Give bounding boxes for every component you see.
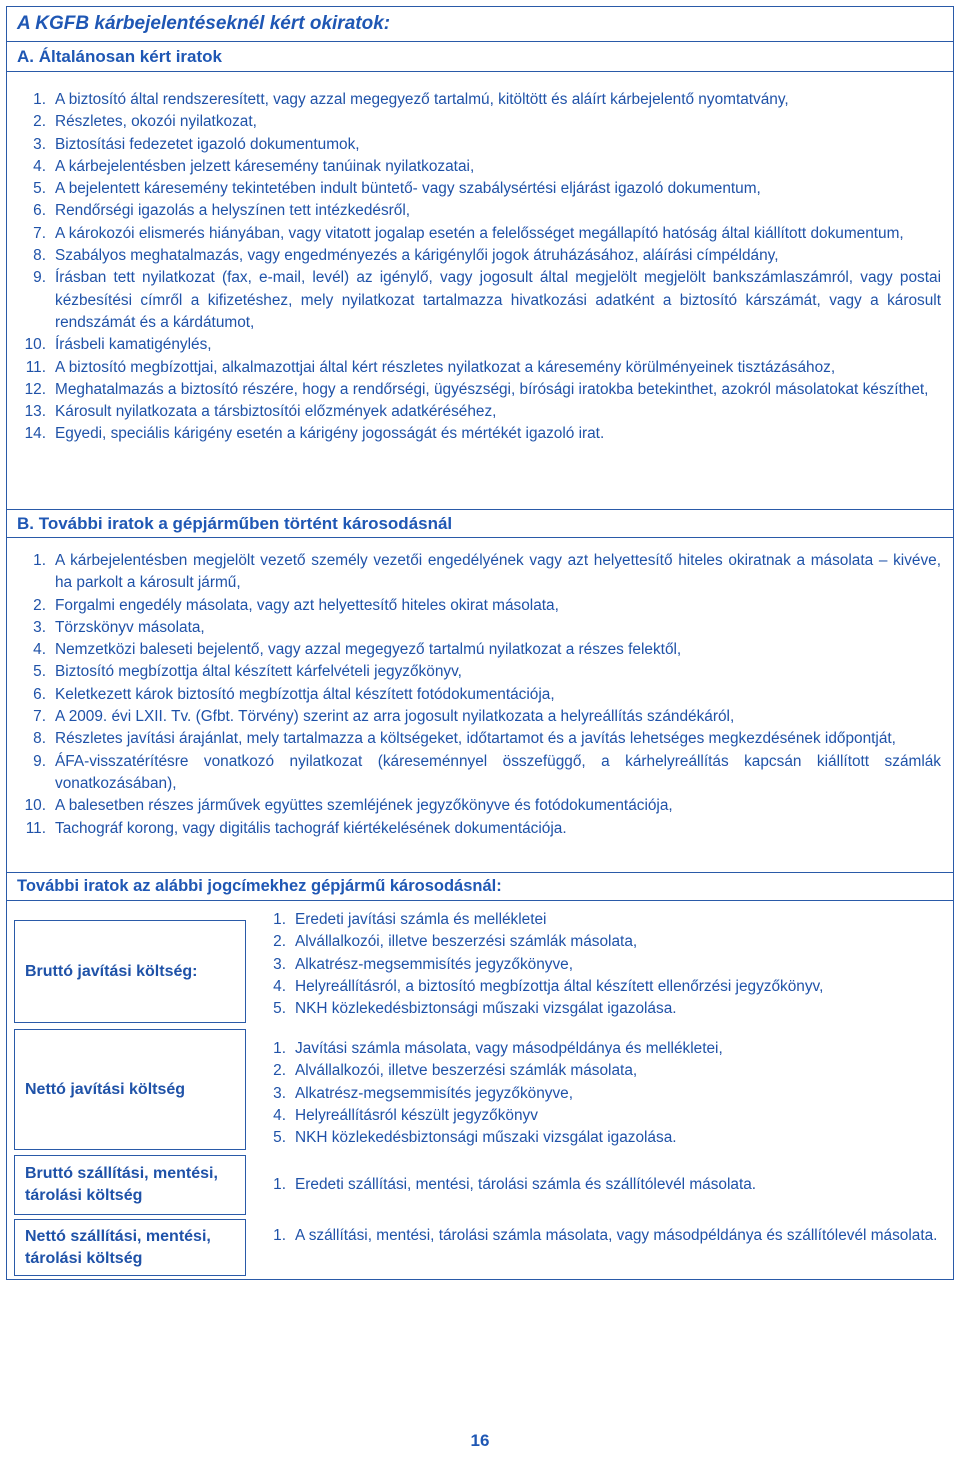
list-item xyxy=(19,178,941,200)
section-a-list xyxy=(19,89,941,446)
cost-row xyxy=(7,1219,953,1277)
list-item-text: Részletes javítási árajánlat, mely tartalmazza a költségeket, időtartamot és a javítás lehetséges megkezdésének időpontját, xyxy=(55,730,896,748)
list-item-number: 8. xyxy=(33,247,46,265)
list-item xyxy=(19,134,941,156)
list-item-text: NKH közlekedésbiztonsági műszaki vizsgálat igazolása. xyxy=(295,1129,677,1147)
list-item xyxy=(19,661,941,683)
section-a-heading xyxy=(6,41,954,72)
list-item-text: Írásbeli kamatigénylés, xyxy=(55,336,212,354)
list-item-number: 9. xyxy=(33,269,46,287)
list-item-number: 10. xyxy=(24,797,46,815)
list-item-number: 3. xyxy=(33,135,46,153)
list-item-text: A biztosító által rendszeresített, vagy azzal megegyező tartalmú, kitöltött és aláírt kárbejelentő nyomtatvány, xyxy=(55,91,789,108)
cost-row-label xyxy=(14,1155,246,1215)
document-title-text: A KGFB kárbejelentéseknél kért okiratok: xyxy=(17,13,391,34)
list-item-number: 7. xyxy=(33,224,46,242)
list-item-number: 5. xyxy=(273,1129,286,1147)
list-item xyxy=(19,156,941,178)
list-item-text: Törzskönyv másolata, xyxy=(55,618,205,636)
list-item xyxy=(259,954,945,976)
cost-row-label xyxy=(14,1219,246,1276)
list-item-text: Károsult nyilatkozata a társbiztosítói előzmények adatkéréséhez, xyxy=(55,403,497,421)
list-item-text: Biztosítási fedezetet igazoló dokumentumok, xyxy=(55,135,360,153)
list-item-number: 1. xyxy=(33,91,46,108)
list-item xyxy=(19,423,941,445)
list-item-text: Alvállalkozói, illetve beszerzési számlák másolata, xyxy=(295,933,638,951)
list-item xyxy=(19,223,941,245)
list-item xyxy=(259,1174,945,1196)
list-item xyxy=(259,1038,945,1060)
list-item-text: Írásban tett nyilatkozat (fax, e-mail, levél) az igénylő, vagy jogosult által megjelölt megjelölt bankszámlaszámról, vagy postai kézbesítési címről a kifizetéshez, mely nyilatkozat tartalmazza hivatkozási adatként a biztosító kárszámát, vagy a károsult rendszámát és a kárdátumot, xyxy=(55,269,941,331)
list-item xyxy=(259,998,945,1020)
section-c-heading xyxy=(6,872,954,901)
list-item xyxy=(19,245,941,267)
list-item xyxy=(19,111,941,133)
list-item-text: Alvállalkozói, illetve beszerzési számlák másolata, xyxy=(295,1062,638,1080)
cost-row xyxy=(7,1155,953,1215)
list-item-text: Meghatalmazás a biztosító részére, hogy a rendőrségi, ügyészségi, bírósági iratokba betekinthet, azokról másolatokat készíthet, xyxy=(55,380,929,398)
list-item xyxy=(259,1105,945,1127)
list-item-number: 1. xyxy=(273,911,286,928)
list-item-number: 1. xyxy=(33,552,46,569)
list-item xyxy=(259,1060,945,1082)
list-item-number: 10. xyxy=(24,336,46,354)
list-item xyxy=(19,357,941,379)
list-item-text: A károkozói elismerés hiányában, vagy vitatott jogalap esetén a felelősséget megállapító hatóság által kiállított dokumentum, xyxy=(55,224,904,242)
cost-row-list xyxy=(259,1038,945,1149)
list-item-number: 2. xyxy=(33,596,46,614)
list-item-text: ÁFA-visszatérítésre vonatkozó nyilatkozat (káreseménnyel összefüggő, a kárhelyreállítás kapcsán kiállított számlák vonatkozásában), xyxy=(55,752,941,792)
list-item xyxy=(19,751,941,796)
list-item-number: 6. xyxy=(33,685,46,703)
list-item xyxy=(19,639,941,661)
list-item-number: 4. xyxy=(273,977,286,995)
list-item-text: Alkatrész-megsemmisítés jegyzőkönyve, xyxy=(295,955,573,973)
list-item xyxy=(19,617,941,639)
list-item-text: A balesetben részes járművek együttes szemléjének jegyzőkönyve és fotódokumentációja, xyxy=(55,797,673,815)
list-item-text: A kárbejelentésben jelzett káresemény tanúinak nyilatkozatai, xyxy=(55,157,475,175)
list-item-text: Nemzetközi baleseti bejelentő, vagy azzal megegyező tartalmú nyilatkozat a részes felektől, xyxy=(55,641,682,659)
cost-row xyxy=(7,1027,953,1151)
list-item-text: Eredeti javítási számla és mellékletei xyxy=(295,911,547,928)
list-item-number: 2. xyxy=(273,933,286,951)
list-item xyxy=(19,818,941,840)
section-b-heading xyxy=(6,509,954,538)
list-item-number: 1. xyxy=(273,1040,286,1057)
list-item xyxy=(259,909,945,931)
list-item-number: 5. xyxy=(273,1000,286,1018)
list-item-number: 5. xyxy=(33,180,46,198)
page-number: 16 xyxy=(470,1431,490,1450)
list-item-text: Szabályos meghatalmazás, vagy engedményezés a kárigénylői jogok átruházásához, aláírási címpéldány, xyxy=(55,247,779,265)
cost-row-label-text: Bruttó javítási költség: xyxy=(25,962,198,980)
list-item xyxy=(259,1083,945,1105)
list-item xyxy=(19,267,941,334)
list-item-number: 8. xyxy=(33,730,46,748)
list-item-text: Forgalmi engedély másolata, vagy azt helyettesítő hiteles okirat másolata, xyxy=(55,596,559,614)
list-item-text: A biztosító megbízottjai, alkalmazottjai által kért részletes nyilatkozat a káresemény körülményeinek tisztázásához, xyxy=(55,358,836,376)
list-item-text: Egyedi, speciális kárigény esetén a kárigény jogosságát és mértékét igazoló irat. xyxy=(55,425,605,443)
list-item xyxy=(19,334,941,356)
list-item xyxy=(19,595,941,617)
list-item-text: Rendőrségi igazolás a helyszínen tett intézkedésről, xyxy=(55,202,411,220)
list-item-number: 2. xyxy=(273,1062,286,1080)
list-item-number: 3. xyxy=(273,955,286,973)
list-item-number: 1. xyxy=(273,1227,286,1244)
list-item xyxy=(259,1127,945,1149)
list-item-number: 4. xyxy=(33,157,46,175)
list-item xyxy=(259,976,945,998)
list-item xyxy=(259,1225,945,1247)
list-item-text: A szállítási, mentési, tárolási számla másolata, vagy másodpéldánya és szállítólevél másolata. xyxy=(295,1227,938,1244)
list-item-number: 5. xyxy=(33,663,46,681)
cost-row-label-text: Nettó szállítási, mentési, tárolási költség xyxy=(25,1227,211,1267)
list-item xyxy=(19,706,941,728)
list-item-text: Helyreállításról készült jegyzőkönyv xyxy=(295,1106,538,1124)
list-item-text: A bejelentett káresemény tekintetében indult büntető- vagy szabálysértési eljárást igazoló dokumentum, xyxy=(55,180,761,198)
list-item-text: Eredeti szállítási, mentési, tárolási számla és szállítólevél másolata. xyxy=(295,1176,757,1193)
list-item xyxy=(259,931,945,953)
list-item xyxy=(19,89,941,111)
document-title xyxy=(6,6,954,42)
cost-row-label-text: Bruttó szállítási, mentési, tárolási költség xyxy=(25,1165,218,1204)
list-item xyxy=(19,379,941,401)
list-item-text: Keletkezett károk biztosító megbízottja által készített fotódokumentációja, xyxy=(55,685,555,703)
list-item-number: 7. xyxy=(33,708,46,726)
list-item-text: Alkatrész-megsemmisítés jegyzőkönyve, xyxy=(295,1084,573,1102)
list-item-number: 12. xyxy=(24,380,46,398)
list-item-number: 11. xyxy=(25,819,46,837)
section-a-box xyxy=(6,71,954,510)
list-item-number: 14. xyxy=(24,425,46,443)
list-item-number: 1. xyxy=(273,1176,286,1193)
cost-row-list xyxy=(259,909,945,1020)
list-item-number: 2. xyxy=(33,113,46,131)
list-item-number: 4. xyxy=(33,641,46,659)
list-item-text: Részletes, okozói nyilatkozat, xyxy=(55,113,257,131)
cost-row-label-text: Nettó javítási költség xyxy=(25,1080,186,1098)
section-b-list xyxy=(19,550,941,840)
section-c-heading-text: További iratok az alábbi jogcímekhez gépjármű károsodásnál: xyxy=(17,877,502,895)
list-item xyxy=(19,200,941,222)
list-item xyxy=(19,550,941,595)
list-item-number: 3. xyxy=(273,1084,286,1102)
section-a-heading-text: A. Általánosan kért iratok xyxy=(17,46,223,66)
list-item-text: Javítási számla másolata, vagy másodpéldánya és mellékletei, xyxy=(295,1040,723,1057)
list-item xyxy=(19,728,941,750)
list-item-number: 3. xyxy=(33,618,46,636)
section-b-heading-text: B. További iratok a gépjárműben történt károsodásnál xyxy=(17,513,453,533)
cost-row-list xyxy=(259,1225,945,1247)
list-item xyxy=(19,684,941,706)
section-b-box xyxy=(6,537,954,873)
section-c-box xyxy=(6,900,954,1280)
list-item-number: 4. xyxy=(273,1106,286,1124)
cost-row-label xyxy=(14,920,246,1023)
list-item-text: Helyreállításról, a biztosító megbízottja által készített ellenőrzési jegyzőkönyv, xyxy=(295,977,824,995)
list-item-text: A 2009. évi LXII. Tv. (Gfbt. Törvény) szerint az arra jogosult nyilatkozata a helyreállítás szándékáról, xyxy=(55,708,735,726)
list-item-text: A kárbejelentésben megjelölt vezető személy vezetői engedélyének vagy azt helyettesítő hiteles okiratnak a másolata – kivéve, ha parkolt a károsult jármű, xyxy=(55,552,941,592)
list-item-text: Tachográf korong, vagy digitális tachográf kiértékelésének dokumentációja. xyxy=(55,819,567,837)
list-item-number: 9. xyxy=(33,752,46,770)
cost-row-label xyxy=(14,1029,246,1150)
list-item xyxy=(19,795,941,817)
list-item-number: 6. xyxy=(33,202,46,220)
list-item xyxy=(19,401,941,423)
cost-row-list xyxy=(259,1174,945,1196)
list-item-text: NKH közlekedésbiztonsági műszaki vizsgálat igazolása. xyxy=(295,1000,677,1018)
list-item-text: Biztosító megbízottja által készített kárfelvételi jegyzőkönyv, xyxy=(55,663,462,681)
cost-row xyxy=(7,907,953,1025)
list-item-number: 13. xyxy=(24,403,46,421)
list-item-number: 11. xyxy=(25,358,46,376)
